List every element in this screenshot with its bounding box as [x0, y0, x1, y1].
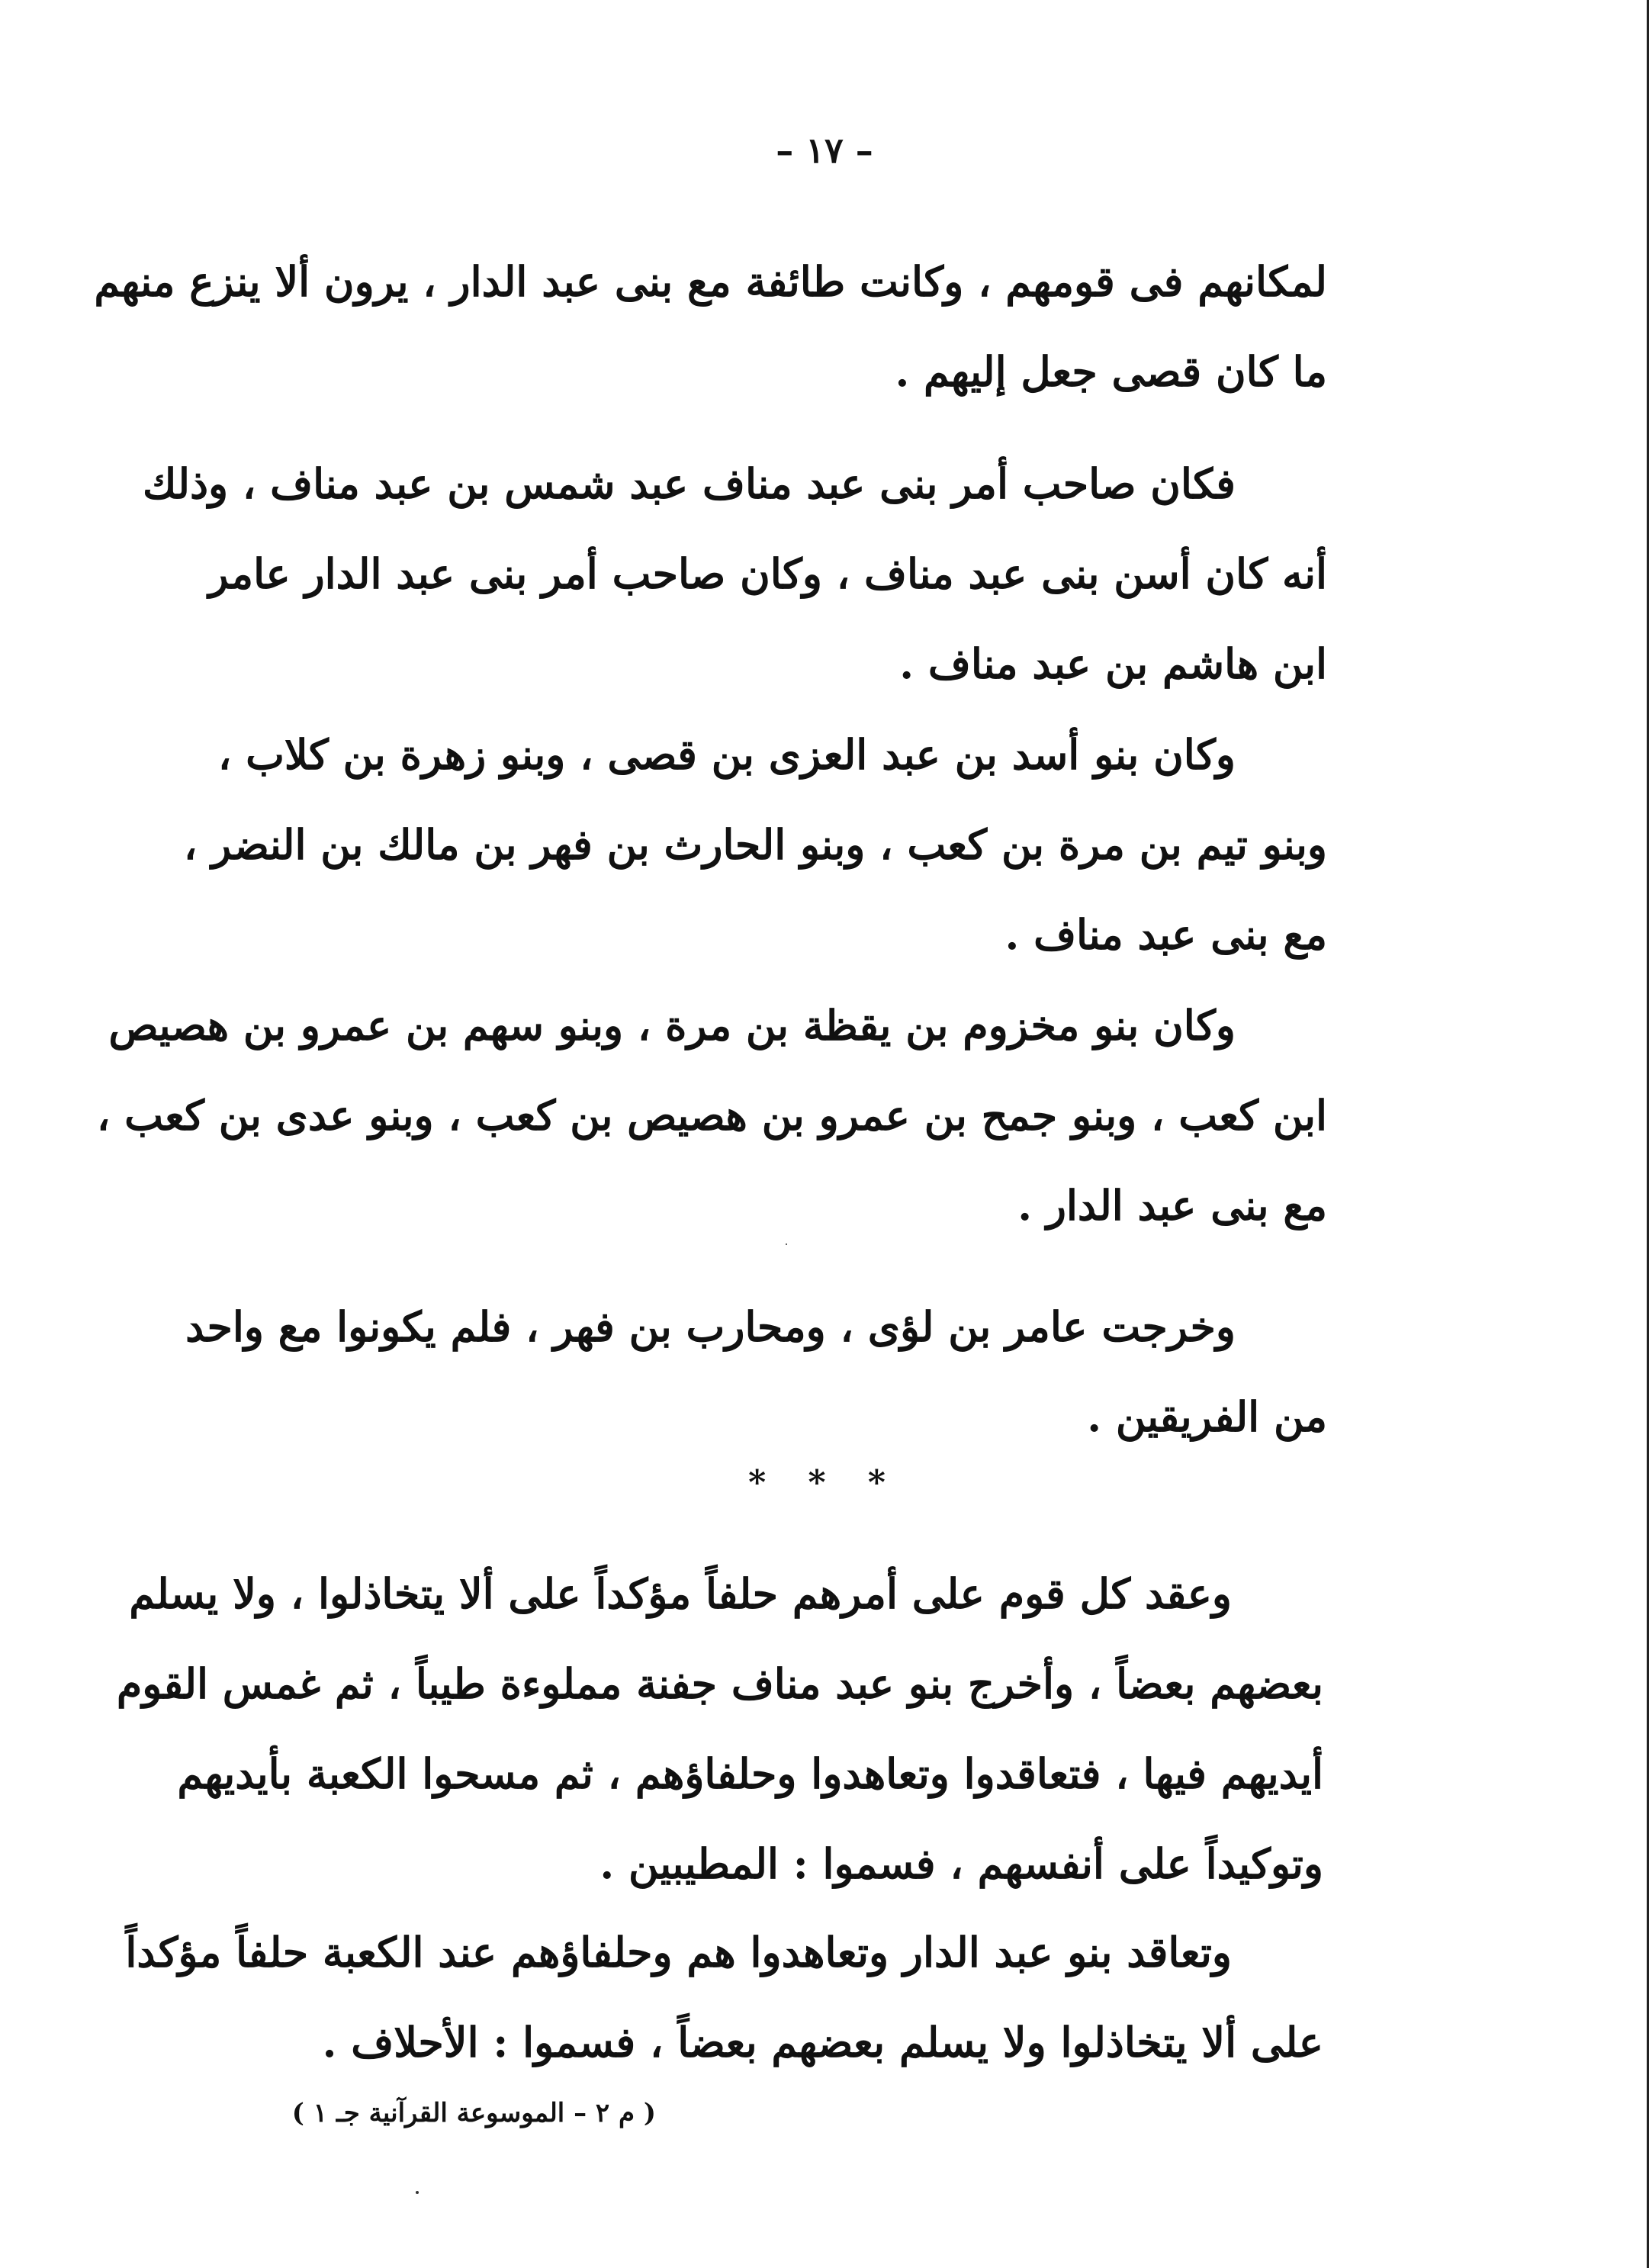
text-line: بعضهم بعضاً ، وأخرج بنو عبد مناف جفنة مملوءة طيباً ، ثم غمس القوم — [116, 1659, 1323, 1708]
text-line: وتعاقد بنو عبد الدار وتعاهدوا هم وحلفاؤهم عند الكعبة حلفاً مؤكداً — [125, 1928, 1232, 1977]
paragraph-7 — [125, 1907, 1323, 2087]
text-line: ابن هاشم بن عبد مناف . — [899, 639, 1327, 688]
section-separator: * * * — [748, 1463, 901, 1502]
footer-signature: ( م ٢ – الموسوعة القرآنية جـ ١ ) — [291, 2098, 656, 2128]
scan-speck — [786, 1243, 787, 1245]
scan-speck — [416, 2191, 419, 2194]
text-line: مع بنى عبد مناف . — [1005, 910, 1327, 959]
page-number: – ١٧ – — [776, 130, 873, 171]
text-line: لمكانهم فى قومهم ، وكانت طائفة مع بنى عبد الدار ، يرون ألا ينزع منهم — [94, 257, 1327, 306]
text-line: وكان بنو مخزوم بن يقظة بن مرة ، وبنو سهم بن عمرو بن هصيص — [108, 1001, 1236, 1050]
paragraph-2 — [143, 439, 1327, 709]
text-line: مع بنى عبد الدار . — [1017, 1181, 1327, 1230]
text-line: وكان بنو أسد بن عبد العزى بن قصى ، وبنو زهرة بن كلاب ، — [217, 730, 1236, 779]
text-line: وبنو تيم بن مرة بن كعب ، وبنو الحارث بن فهر بن مالك بن النضر ، — [183, 820, 1327, 869]
paragraph-4 — [96, 980, 1327, 1250]
text-line: ما كان قصى جعل إليهم . — [895, 347, 1327, 396]
paragraph-6 — [116, 1549, 1323, 1909]
text-line: وعقد كل قوم على أمرهم حلفاً مؤكداً على ألا يتخاذلوا ، ولا يسلم — [129, 1569, 1232, 1618]
text-line: أيديهم فيها ، فتعاقدوا وتعاهدوا وحلفاؤهم ، ثم مسحوا الكعبة بأيديهم — [177, 1749, 1323, 1798]
paragraph-3 — [183, 709, 1327, 980]
text-line: على ألا يتخاذلوا ولا يسلم بعضهم بعضاً ، فسموا : الأحلاف . — [322, 2018, 1323, 2067]
paragraph-5 — [185, 1282, 1327, 1462]
text-line: وخرجت عامر بن لؤى ، ومحارب بن فهر ، فلم يكونوا مع واحد — [185, 1302, 1236, 1351]
text-line: فكان صاحب أمر بنى عبد مناف عبد شمس بن عبد مناف ، وذلك — [143, 459, 1236, 508]
paragraph-1 — [94, 236, 1327, 417]
text-line: من الفريقين . — [1087, 1392, 1327, 1441]
text-line: أنه كان أسن بنى عبد مناف ، وكان صاحب أمر بنى عبد الدار عامر — [208, 549, 1327, 598]
text-line: ابن كعب ، وبنو جمح بن عمرو بن هصيص بن كعب ، وبنو عدى بن كعب ، — [96, 1091, 1327, 1140]
text-line: وتوكيداً على أنفسهم ، فسموا : المطيبين . — [599, 1839, 1323, 1888]
